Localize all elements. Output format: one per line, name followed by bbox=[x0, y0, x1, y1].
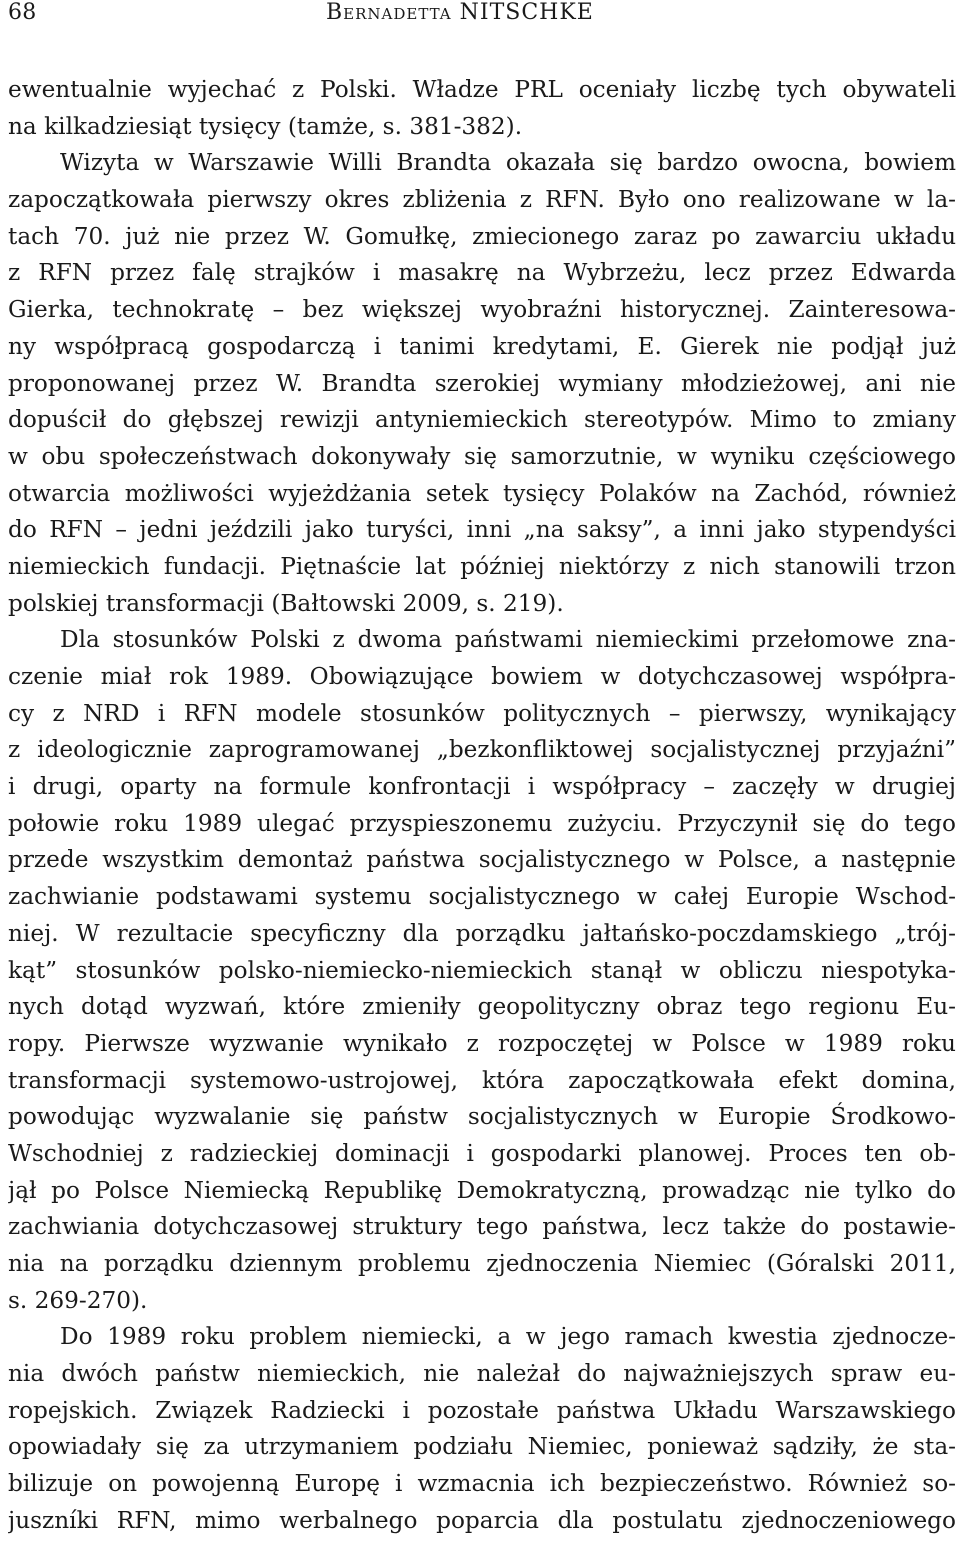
text-line: transformacji systemowo-ustrojowej, która zapoczątkowała efekt domina, bbox=[8, 1066, 956, 1094]
text-line: juszníki RFN, mimo werbalnego poparcia dla postulatu zjednoczeniowego bbox=[8, 1506, 956, 1534]
text-line: powodując wyzwalanie się państw socjalistycznych w Europie Środkowo- bbox=[8, 1103, 956, 1131]
text-line: nia dwóch państw niemieckich, nie należał do najważniejszych spraw eu- bbox=[8, 1360, 956, 1388]
paragraph bbox=[8, 622, 956, 1319]
text-line: tach 70. już nie przez W. Gomułkę, zmiecionego zaraz po zawarciu układu bbox=[8, 222, 956, 250]
text-line: polskiej transformacji (Bałtowski 2009, s. 219). bbox=[8, 589, 564, 617]
text-line: ewentualnie wyjechać z Polski. Władze PRL oceniały liczbę tych obywateli bbox=[8, 76, 956, 103]
text-line: ny współpracą gospodarczą i tanimi kredytami, E. Gierek nie podjął już bbox=[8, 332, 956, 360]
body-text bbox=[8, 72, 956, 1540]
text-line: kąt” stosunków polsko-niemiecko-niemieckich stanął w obliczu niespotyka- bbox=[8, 956, 956, 984]
text-line: niemieckich fundacji. Piętnaście lat później niektórzy z nich stanowili trzon bbox=[8, 552, 956, 580]
paragraph bbox=[8, 72, 956, 145]
text-line: s. 269-270). bbox=[8, 1286, 148, 1314]
text-line: Gierka, technokratę – bez większej wyobraźni historycznej. Zainteresowa- bbox=[8, 296, 956, 324]
text-line: na kilkadziesiąt tysięcy (tamże, s. 381-382). bbox=[8, 112, 523, 140]
paragraph bbox=[8, 1319, 956, 1539]
text-line: bilizuje on powojenną Europę i wzmacnia ich bezpieczeństwo. Również so- bbox=[8, 1470, 956, 1498]
text-line: połowie roku 1989 ulegać przyspieszonemu zużyciu. Przyczynił się do tego bbox=[8, 809, 956, 837]
text-line: nia na porządku dziennym problemu zjednoczenia Niemiec (Góralski 2011, bbox=[8, 1250, 956, 1277]
text-line: Do 1989 roku problem niemiecki, a w jego ramach kwestia zjednocze- bbox=[60, 1323, 956, 1351]
text-line: jął po Polsce Niemiecką Republikę Demokratyczną, prowadząc nie tylko do bbox=[8, 1176, 956, 1204]
text-line: otwarcia możliwości wyjeżdżania setek tysięcy Polaków na Zachód, również bbox=[8, 479, 956, 507]
text-line: Dla stosunków Polski z dwoma państwami niemieckimi przełomowe zna- bbox=[60, 626, 956, 654]
text-line: do RFN – jedni jeździli jako turyści, inni „na saksy”, a inni jako stypendyści bbox=[8, 516, 956, 544]
page-number: 68 bbox=[8, 0, 37, 25]
running-title-author: Bernadetta NITSCHKE bbox=[326, 0, 594, 25]
text-line: zachwianie podstawami systemu socjalistycznego w całej Europie Wschod- bbox=[8, 883, 956, 911]
text-line: niej. W rezultacie specyficzny dla porządku jałtańsko-poczdamskiego „trój- bbox=[8, 919, 956, 947]
text-line: cy z NRD i RFN modele stosunków politycznych – pierwszy, wynikający bbox=[8, 699, 956, 727]
text-line: Wschodniej z radzieckiej dominacji i gospodarki planowej. Proces ten ob- bbox=[8, 1139, 956, 1167]
text-line: opowiadały się za utrzymaniem podziału Niemiec, ponieważ sądziły, że sta- bbox=[8, 1433, 956, 1461]
text-line: przede wszystkim demontaż państwa socjalistycznego w Polsce, a następnie bbox=[8, 846, 956, 874]
text-line: zachwiania dotychczasowej struktury tego państwa, lecz także do postawie- bbox=[8, 1213, 956, 1241]
text-line: Wizyta w Warszawie Willi Brandta okazała się bardzo owocna, bowiem bbox=[60, 149, 956, 177]
text-line: proponowanej przez W. Brandta szerokiej wymiany młodzieżowej, ani nie bbox=[8, 369, 956, 397]
text-line: z ideologicznie zaprogramowanej „bezkonfliktowej socjalistycznej przyjaźni” bbox=[8, 736, 956, 764]
text-line: nych dotąd wyzwań, które zmieniły geopolityczny obraz tego regionu Eu- bbox=[8, 993, 956, 1021]
running-head bbox=[8, 0, 952, 28]
text-line: ropejskich. Związek Radziecki i pozostałe państwa Układu Warszawskiego bbox=[8, 1396, 956, 1424]
text-line: i drugi, oparty na formule konfrontacji i współpracy – zaczęły w drugiej bbox=[8, 773, 956, 801]
text-line: z RFN przez falę strajków i masakrę na Wybrzeżu, lecz przez Edwarda bbox=[8, 259, 956, 287]
text-line: dopuścił do głębszej rewizji antyniemieckich stereotypów. Mimo to zmiany bbox=[8, 406, 956, 434]
text-line: w obu społeczeństwach dokonywały się samorzutnie, w wyniku częściowego bbox=[8, 442, 956, 470]
text-line: zapoczątkowała pierwszy okres zbliżenia z RFN. Było ono realizowane w la- bbox=[8, 186, 956, 214]
text-line: ropy. Pierwsze wyzwanie wynikało z rozpoczętej w Polsce w 1989 roku bbox=[8, 1029, 956, 1057]
text-line: czenie miał rok 1989. Obowiązujące bowiem w dotychczasowej współpra- bbox=[8, 663, 956, 690]
paragraph bbox=[8, 145, 956, 622]
